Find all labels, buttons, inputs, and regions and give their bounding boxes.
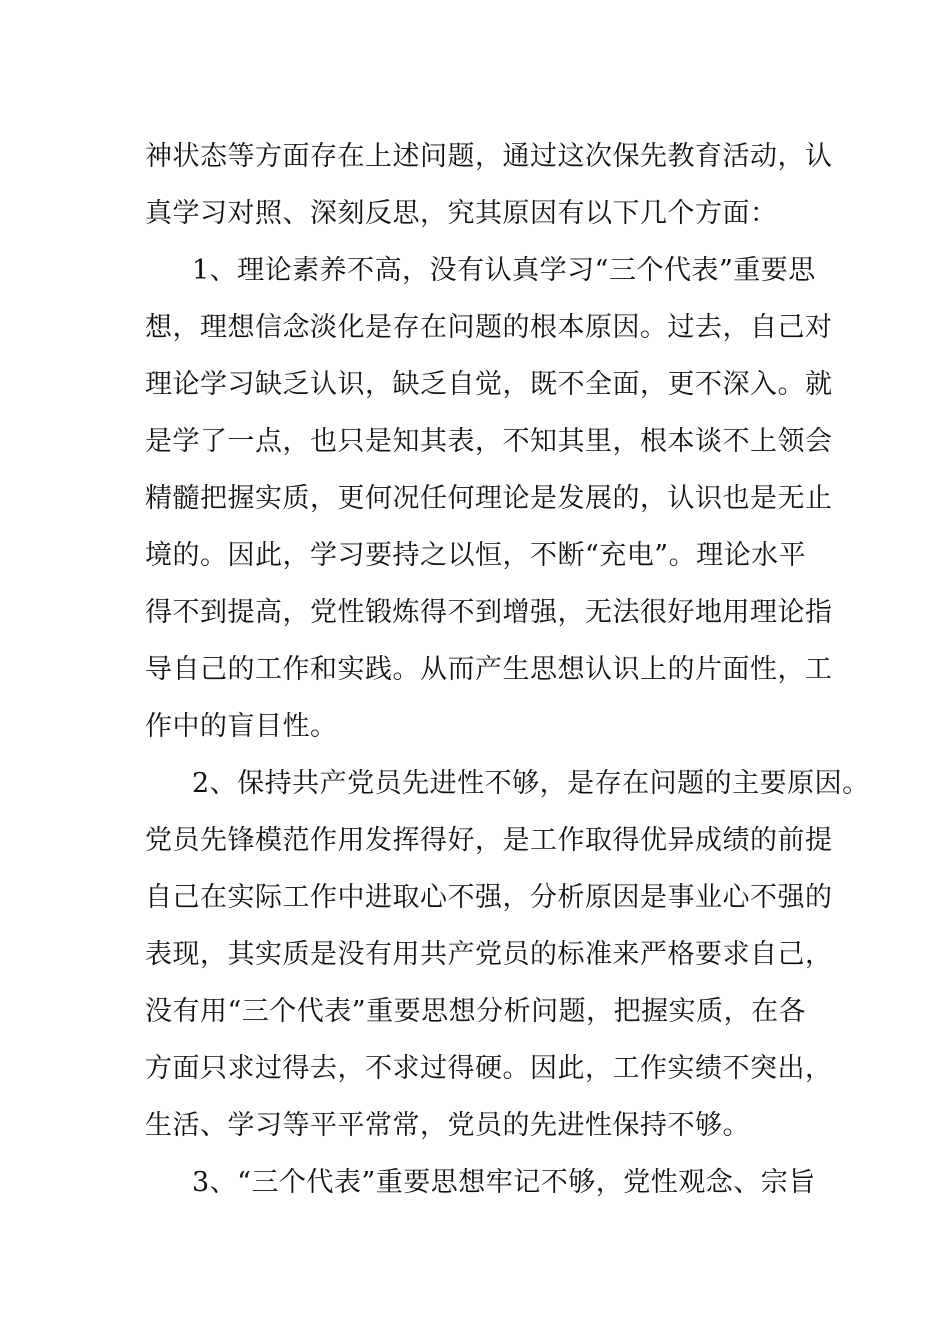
text-line: 神状态等方面存在上述问题，通过这次保先教育活动，认 bbox=[145, 141, 833, 172]
text-line: 理论学习缺乏认识，缺乏自觉，既不全面，更不深入。就 bbox=[145, 369, 833, 400]
text-line: 导自己的工作和实践。从而产生思想认识上的片面性，工 bbox=[145, 654, 833, 685]
paragraph-start-line: 1、理论素养不高，没有认真学习“三个代表”重要思 bbox=[192, 255, 816, 286]
text-line: 真学习对照、深刻反思，究其原因有以下几个方面： bbox=[145, 198, 778, 229]
text-line: 得不到提高，党性锻炼得不到增强，无法很好地用理论指 bbox=[145, 597, 833, 628]
paragraph-start-line: 2、保持共产党员先进性不够，是存在问题的主要原因。 bbox=[192, 768, 870, 799]
text-line: 精髓把握实质，更何况任何理论是发展的，认识也是无止 bbox=[145, 483, 833, 514]
body-text bbox=[145, 128, 870, 1211]
text-line: 生活、学习等平平常常，党员的先进性保持不够。 bbox=[145, 1110, 750, 1141]
text-line: 作中的盲目性。 bbox=[145, 711, 338, 742]
text-line: 自己在实际工作中进取心不强，分析原因是事业心不强的 bbox=[145, 882, 833, 913]
text-line: 境的。因此，学习要持之以恒，不断“充电”。理论水平 bbox=[145, 540, 807, 571]
text-line: 党员先锋模范作用发挥得好，是工作取得优异成绩的前提 bbox=[145, 825, 833, 856]
text-line: 方面只求过得去，不求过得硬。因此，工作实绩不突出， bbox=[145, 1053, 833, 1084]
paragraph-start-line: 3、“三个代表”重要思想牢记不够，党性观念、宗旨 bbox=[192, 1167, 816, 1198]
text-line: 想，理想信念淡化是存在问题的根本原因。过去，自己对 bbox=[145, 312, 833, 343]
text-line: 没有用“三个代表”重要思想分析问题，把握实质，在各 bbox=[145, 996, 807, 1027]
text-line: 是学了一点，也只是知其表，不知其里，根本谈不上领会 bbox=[145, 426, 833, 457]
text-line: 表现，其实质是没有用共产党员的标准来严格要求自己， bbox=[145, 939, 833, 970]
